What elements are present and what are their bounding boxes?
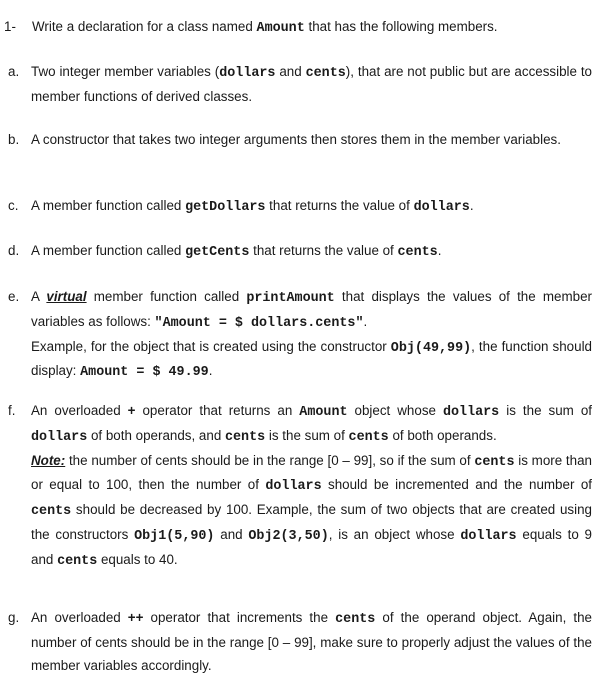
list-item-b	[8, 129, 592, 152]
note-label: Note:	[31, 452, 66, 468]
question-text-end: that has the following members.	[304, 19, 498, 34]
item-label: e.	[8, 289, 20, 304]
item-label: b.	[8, 132, 20, 147]
class-name-code: Amount	[256, 21, 305, 36]
list-item-c	[8, 195, 592, 220]
item-text: A constructor that takes two integer arguments then stores them in the member variables.	[31, 132, 561, 147]
item-text: Two integer member variables (dollars and cents), that are not public but are accessible to member functions of derived classes.	[31, 64, 593, 104]
item-text: A member function called getCents that returns the value of cents.	[31, 243, 442, 260]
list-item-g	[8, 607, 592, 677]
item-label: f.	[8, 403, 16, 418]
list-item-f	[8, 400, 592, 574]
item-text: An overloaded ++ operator that increments the cents of the operand object. Again, the number of cents should be in the range [0 – 99], make sure to properly adjust the values of the member variables accordingly.	[31, 610, 592, 673]
list-item-d	[8, 240, 592, 265]
list-item-e	[8, 286, 592, 385]
question-1	[4, 17, 594, 39]
item-label: g.	[8, 610, 20, 625]
item-text: A virtual member function called printAmount that displays the values of the member variables as follows: "Amount = $ dollars.cents". Example, for the object that is created using the constructor Obj(49,99), the function should display: Amount = $ 49.99.	[31, 289, 592, 381]
question-number: 1-	[4, 19, 16, 34]
question-text: Write a declaration for a class named	[32, 19, 257, 34]
item-label: a.	[8, 64, 20, 79]
virtual-keyword: virtual	[46, 289, 87, 304]
item-text: An overloaded + operator that returns an Amount object whose dollars is the sum of dollars of both operands, and cents is the sum of cents of both operands. Note: the number of cents should be in the range [0 – 99], so if the sum of cents is more than or equal to 100, then the number of dollars should be incremented and the number of cents should be decreased by 100. Example, the sum of two objects that are created using the constructors Obj1(5,90) and Obj2(3,50), is an object whose dollars equals to 9 and cents equals to 40.	[31, 403, 592, 569]
item-label: d.	[8, 243, 20, 258]
item-text: A member function called getDollars that returns the value of dollars.	[31, 198, 474, 215]
item-label: c.	[8, 198, 19, 213]
list-item-a	[8, 61, 592, 109]
